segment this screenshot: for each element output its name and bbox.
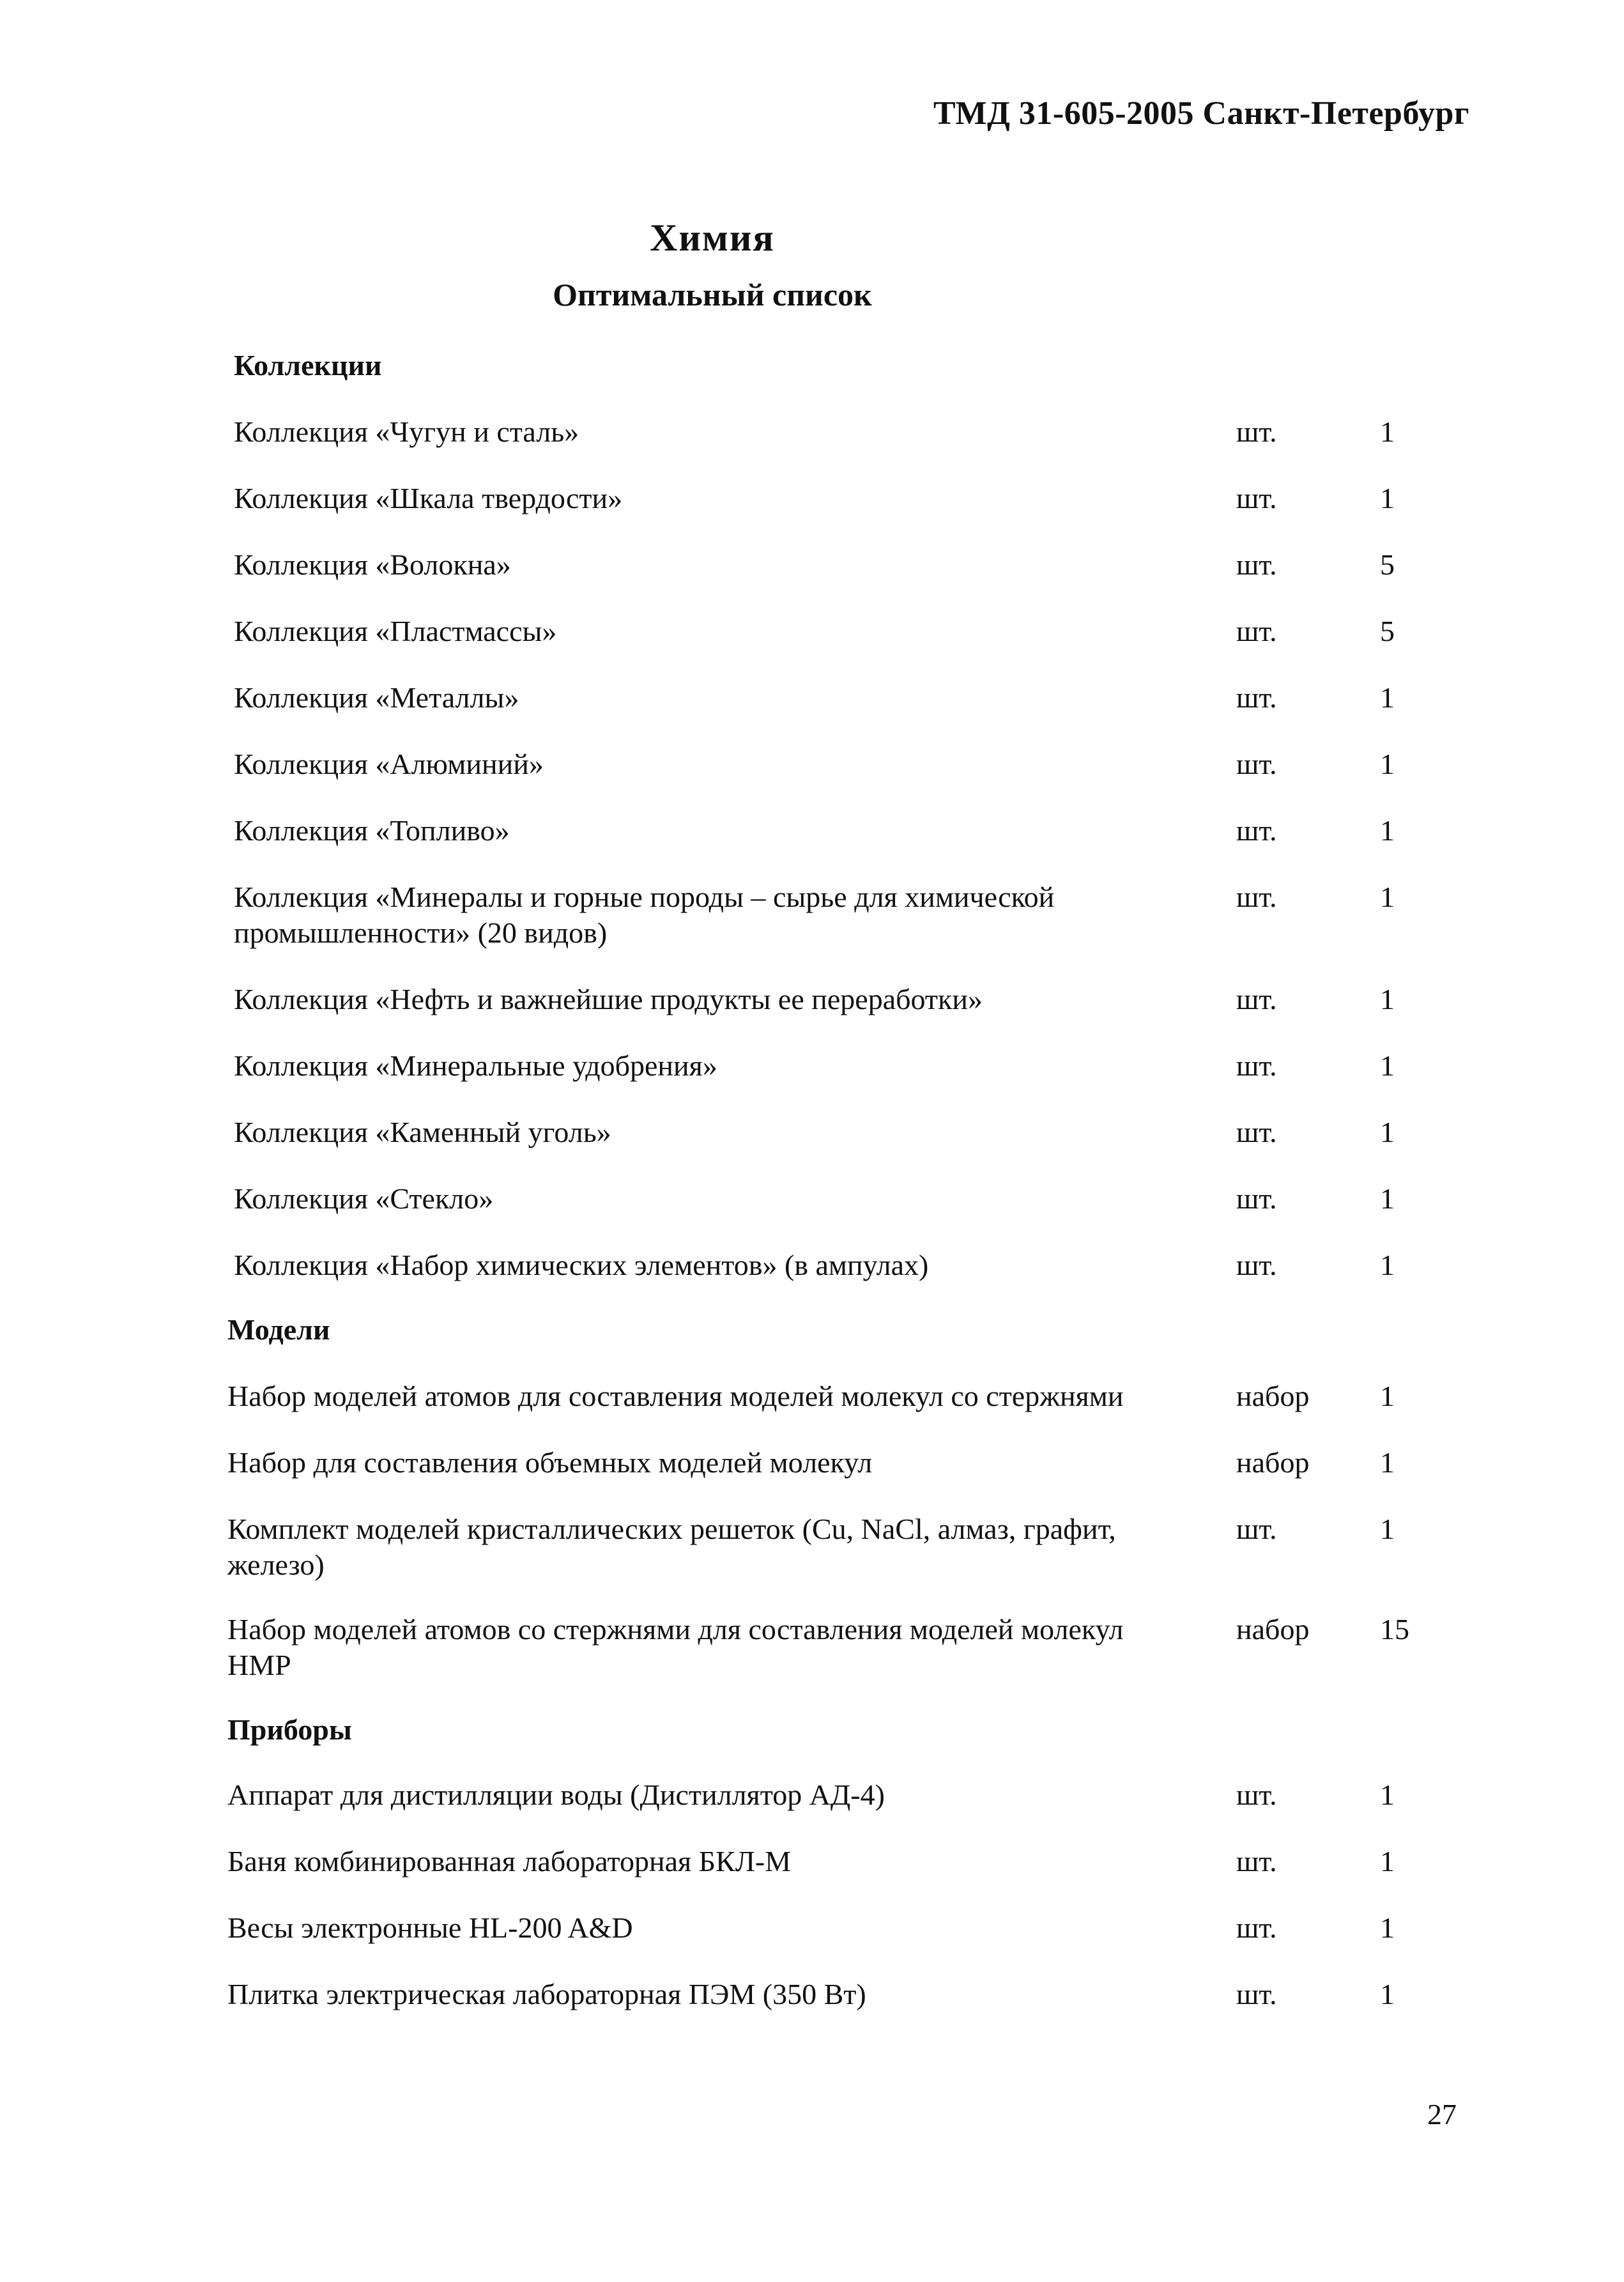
item-quantity: 5 — [1380, 548, 1395, 581]
item-quantity: 1 — [1380, 482, 1395, 514]
item-name: Коллекция «Топливо» — [234, 814, 510, 847]
section-heading-collections: Коллекции — [234, 349, 382, 382]
item-quantity: 1 — [1380, 1845, 1395, 1877]
item-unit: шт. — [1236, 881, 1277, 913]
item-unit: шт. — [1236, 548, 1277, 581]
item-quantity: 1 — [1380, 1116, 1395, 1148]
item-name: Набор моделей атомов для составления моделей молекул со стержнями — [227, 1380, 1124, 1412]
item-quantity: 1 — [1380, 1778, 1395, 1811]
item-quantity: 1 — [1380, 1911, 1395, 1944]
item-quantity: 1 — [1380, 1380, 1395, 1412]
item-name: Комплект моделей кристаллических решеток (Cu, NaCl, алмаз, графит, железо) — [227, 1513, 1116, 1581]
item-name: Коллекция «Нефть и важнейшие продукты ее переработки» — [234, 983, 983, 1015]
item-name: Коллекция «Минеральные удобрения» — [234, 1049, 717, 1082]
item-name: Коллекция «Стекло» — [234, 1182, 494, 1215]
item-name: Весы электронные HL-200 A&D — [227, 1911, 633, 1944]
item-name: Набор моделей атомов со стержнями для составления моделей молекул НМР — [227, 1613, 1124, 1681]
item-quantity: 1 — [1380, 1049, 1395, 1082]
item-unit: шт. — [1236, 615, 1277, 647]
item-name: Коллекция «Шкала твердости» — [234, 482, 623, 514]
page-subtitle: Оптимальный список — [553, 277, 872, 312]
item-unit: шт. — [1236, 1249, 1277, 1281]
item-quantity: 1 — [1380, 1249, 1395, 1281]
item-name: Коллекция «Каменный уголь» — [234, 1116, 611, 1148]
item-name: Коллекция «Набор химических элементов» (в ампулах) — [234, 1249, 929, 1281]
item-name: Коллекция «Чугун и сталь» — [234, 415, 579, 448]
item-unit: шт. — [1236, 1116, 1277, 1148]
item-name: Аппарат для дистилляции воды (Дистиллятор АД-4) — [227, 1778, 885, 1811]
item-unit: шт. — [1236, 1778, 1277, 1811]
item-unit: шт. — [1236, 1049, 1277, 1082]
item-unit: шт. — [1236, 482, 1277, 514]
item-quantity: 1 — [1380, 1978, 1395, 2010]
section-heading-models: Модели — [227, 1313, 330, 1346]
item-name: Коллекция «Пластмассы» — [234, 615, 557, 647]
item-quantity: 1 — [1380, 1446, 1395, 1479]
item-quantity: 1 — [1380, 415, 1395, 448]
item-quantity: 1 — [1380, 748, 1395, 780]
item-unit: шт. — [1236, 748, 1277, 780]
item-quantity: 1 — [1380, 814, 1395, 847]
item-quantity: 15 — [1380, 1613, 1409, 1646]
page-title: Химия — [650, 217, 775, 259]
item-quantity: 1 — [1380, 983, 1395, 1015]
item-quantity: 1 — [1380, 681, 1395, 714]
item-unit: шт. — [1236, 1845, 1277, 1877]
item-quantity: 5 — [1380, 615, 1395, 647]
item-name: Коллекция «Минералы и горные породы – сырье для химической промышленности» (20 видов) — [234, 881, 1055, 949]
item-unit: шт. — [1236, 1978, 1277, 2010]
item-unit: шт. — [1236, 814, 1277, 847]
item-unit: набор — [1236, 1446, 1310, 1479]
item-quantity: 1 — [1380, 1513, 1395, 1545]
item-unit: шт. — [1236, 1513, 1277, 1545]
section-heading-devices: Приборы — [227, 1713, 352, 1746]
item-quantity: 1 — [1380, 881, 1395, 913]
item-name: Коллекция «Металлы» — [234, 681, 519, 714]
item-name: Набор для составления объемных моделей молекул — [227, 1446, 873, 1479]
item-unit: шт. — [1236, 983, 1277, 1015]
item-name: Баня комбинированная лабораторная БКЛ-М — [227, 1845, 792, 1877]
item-unit: набор — [1236, 1380, 1310, 1412]
item-unit: шт. — [1236, 1182, 1277, 1215]
item-name: Коллекция «Алюминий» — [234, 748, 544, 780]
item-unit: шт. — [1236, 415, 1277, 448]
item-unit: шт. — [1236, 1911, 1277, 1944]
document-header: ТМД 31-605-2005 Санкт-Петербург — [933, 95, 1469, 132]
item-unit: набор — [1236, 1613, 1310, 1646]
item-unit: шт. — [1236, 681, 1277, 714]
item-name: Коллекция «Волокна» — [234, 548, 511, 581]
item-quantity: 1 — [1380, 1182, 1395, 1215]
page-number: 27 — [1427, 2098, 1457, 2131]
item-name: Плитка электрическая лабораторная ПЭМ (350 Вт) — [227, 1978, 866, 2010]
